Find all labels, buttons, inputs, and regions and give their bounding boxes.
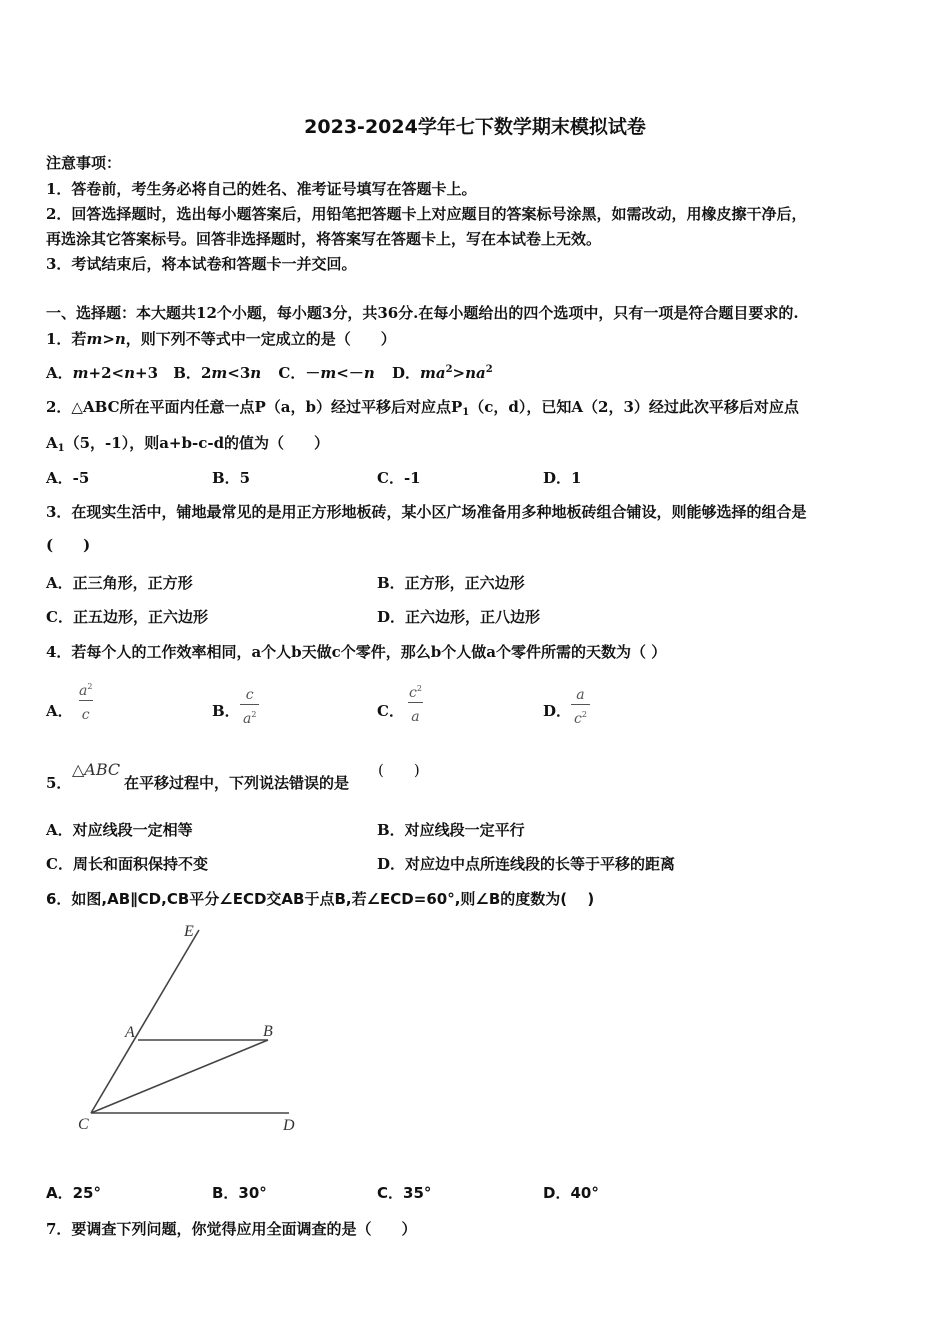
- section-heading: 一、选择题：本大题共12个小题，每小题3分，共36分.在每小题给出的四个选项中，只有一项是符合题目要求的.: [46, 304, 799, 322]
- notice-item-1: 1．答卷前，考生务必将自己的姓名、准考证号填写在答题卡上。: [46, 180, 477, 198]
- q1-var-n: n: [114, 330, 126, 348]
- notice-item-3: 3．考试结束后，将本试卷和答题卡一并交回。: [46, 255, 357, 273]
- question-4: 4．若每个人的工作效率相同，a个人b天做c个零件，那么b个人做a个零件所需的天数为（ ）: [46, 643, 667, 661]
- q1-option-b[interactable]: B．2m<3n: [173, 364, 262, 382]
- question-5: 在平移过程中，下列说法错误的是: [124, 774, 350, 792]
- q5-option-d[interactable]: D．对应边中点所连线段的长等于平移的距离: [377, 855, 676, 873]
- q3-option-c[interactable]: C．正五边形，正六边形: [46, 608, 208, 626]
- question-3: 3．在现实生活中，铺地最常见的是用正方形地板砖，某小区广场准备用多种地板砖组合铺设，则能够选择的组合是: [46, 503, 807, 521]
- question-7: 7．要调查下列问题，你觉得应用全面调查的是（ ）: [46, 1220, 417, 1238]
- label-c: C: [78, 1116, 89, 1133]
- q1-gt: >: [102, 330, 115, 348]
- q4-option-a[interactable]: A．: [46, 702, 73, 720]
- q2-option-a[interactable]: A．-5: [46, 469, 90, 487]
- q6-option-a[interactable]: A．25°: [46, 1184, 101, 1202]
- q5-option-b[interactable]: B．对应线段一定平行: [377, 821, 525, 839]
- q2-option-d[interactable]: D．1: [543, 469, 582, 487]
- q1-option-a[interactable]: A．m+2<n+3: [46, 364, 159, 382]
- q5-option-c[interactable]: C．周长和面积保持不变: [46, 855, 208, 873]
- q6-option-d[interactable]: D．40°: [543, 1184, 599, 1202]
- q3-option-a[interactable]: A．正三角形，正方形: [46, 574, 193, 592]
- label-e: E: [184, 923, 194, 940]
- q1-var-m: m: [86, 330, 103, 348]
- q1-option-c[interactable]: C．－m<－n: [278, 364, 375, 382]
- question-5-number: 5．: [46, 774, 72, 792]
- q1-options: [46, 362, 493, 383]
- question-5-paren: ( ): [378, 761, 420, 779]
- q1-option-d[interactable]: D．$ma^2>na^2$: [391, 364, 493, 382]
- q2-option-b[interactable]: B．5: [212, 469, 251, 487]
- question-3-paren: ( ): [46, 536, 91, 554]
- question-2: 2．△ABC所在平面内任意一点P（a，b）经过平移后对应点$P_1(c$，d），已知A（2，3）经过此次平移后对应点: [46, 398, 799, 418]
- q6-option-c[interactable]: C．35°: [377, 1184, 432, 1202]
- notice-item-2: 2．回答选择题时，选出每小题答案后，用铅笔把答题卡上对应题目的答案标号涂黑，如需改动，用橡皮擦干净后，: [46, 205, 807, 223]
- q5-triangle-abc: △ABC: [72, 760, 121, 779]
- question-6: 6．如图,AB∥CD,CB平分∠ECD交AB于点B,若∠ECD=60°,则∠B的度数为( ): [46, 890, 595, 908]
- q4-option-b[interactable]: B．: [212, 702, 240, 720]
- question-1: [46, 328, 396, 349]
- q4-fraction-d: $\frac{a}{c^2}$: [571, 682, 590, 729]
- question-2-cont: $A_1(5$，-1），则a+b-c-d的值为（ ）: [46, 434, 330, 454]
- label-d: D: [283, 1117, 295, 1134]
- label-a: A: [125, 1024, 135, 1041]
- q2-option-c[interactable]: C．-1: [377, 469, 421, 487]
- q6-option-b[interactable]: B．30°: [212, 1184, 267, 1202]
- q5-option-a[interactable]: A．对应线段一定相等: [46, 821, 193, 839]
- q1-number: 1．若: [46, 330, 87, 348]
- line-cb: [91, 1040, 268, 1113]
- q4-fraction-a: $\frac{a^2}{c}$: [79, 682, 93, 723]
- q4-option-c[interactable]: C．: [377, 702, 404, 720]
- notice-heading: 注意事项：: [46, 154, 122, 172]
- q3-option-b[interactable]: B．正方形，正六边形: [377, 574, 525, 592]
- q4-option-d[interactable]: D．: [543, 702, 572, 720]
- q3-option-d[interactable]: D．正六边形，正八边形: [377, 608, 541, 626]
- page-title: 2023-2024学年七下数学期末模拟试卷: [304, 116, 646, 138]
- line-ce: [91, 930, 199, 1113]
- q4-fraction-c: $\frac{c^2}{a}$: [409, 684, 422, 725]
- notice-item-2-cont: 再选涂其它答案标号。回答非选择题时，将答案写在答题卡上，写在本试卷上无效。: [46, 230, 602, 248]
- q1-text: ，则下列不等式中一定成立的是（ ）: [125, 330, 396, 348]
- geometry-figure: [72, 918, 312, 1138]
- label-b: B: [263, 1023, 273, 1040]
- q4-fraction-b: $\frac{c}{a^2}$: [240, 682, 259, 729]
